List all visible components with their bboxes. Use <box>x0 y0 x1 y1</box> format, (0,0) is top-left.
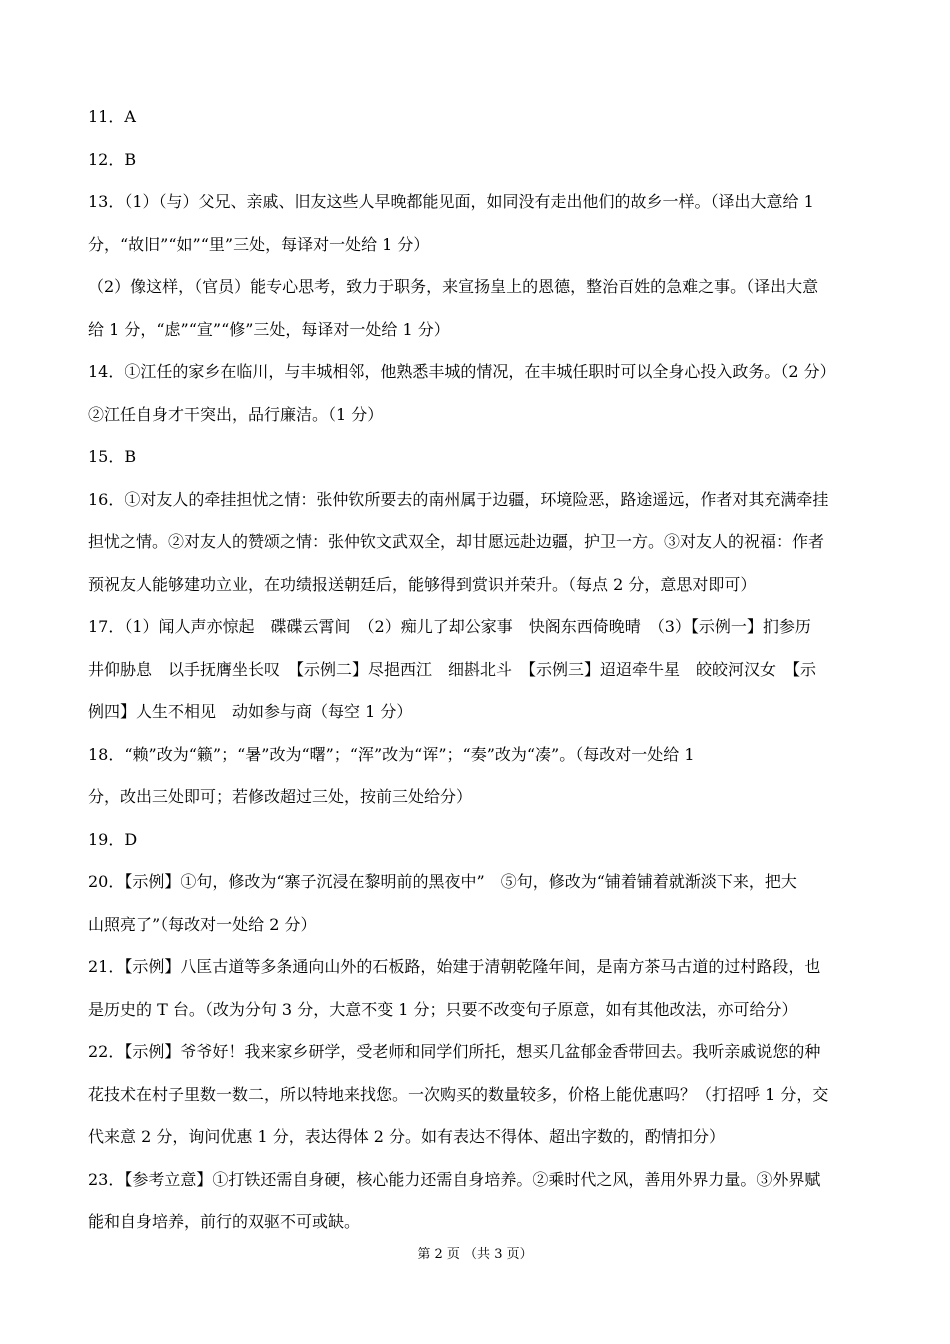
text-line: 20．【示例】①句，修改为“寨子沉浸在黎明前的黑夜中” ⑤句，修改为“铺着铺着就渐淡下来，把大 <box>88 872 797 891</box>
text-line: 山照亮了”（每改对一处给 2 分） <box>88 914 317 934</box>
page-number-footer: 第 2 页 （共 3 页） <box>417 1247 533 1262</box>
text-line: 是历史的 T 台。（改为分句 3 分，大意不变 1 分；只要不改变句子原意，如有其他改法，亦可给分） <box>88 999 798 1019</box>
text-line: 11．A <box>88 107 136 126</box>
text-line: 担忧之情。②对友人的赞颂之情：张仲钦文武双全，却甘愿远赴边疆，护卫一方。③对友人的祝福：作者 <box>88 532 825 551</box>
text-line: 21．【示例】八匡古道等多条通向山外的石板路，始建于清朝乾隆年间，是南方茶马古道的过村路段，也 <box>88 957 821 976</box>
text-line: 给 1 分，“虑”“宣”“修”三处，每译对一处给 1 分） <box>88 319 450 339</box>
text-line: ②江任自身才干突出，品行廉洁。（1 分） <box>88 404 384 424</box>
text-line: 分，改出三处即可；若修改超过三处，按前三处给分） <box>88 787 473 806</box>
text-line: 23．【参考立意】①打铁还需自身硬，核心能力还需自身培养。②乘时代之风，善用外界力量。③外界赋 <box>88 1169 821 1189</box>
text-line: 能和自身培养，前行的双驱不可或缺。 <box>88 1212 361 1231</box>
text-line: 12．B <box>88 149 137 169</box>
text-line: 18．“赖”改为“籁”；“暑”改为“曙”；“浑”改为“诨”；“奏”改为“凑”。（每改对一处给 1 <box>88 744 695 764</box>
text-line: 17．（1）闻人声亦惊起 碟碟云霄间 （2）痴儿了却公家事 快阁东西倚晚晴 （3）【示例一】扪参历 <box>88 617 811 636</box>
text-line: 分，“故旧”“如”“里”三处，每译对一处给 1 分） <box>88 234 430 254</box>
text-line: 预祝友人能够建功立业，在功绩报送朝廷后，能够得到赏识并荣升。（每点 2 分，意思对即可） <box>88 574 757 594</box>
text-line: 15．B <box>88 447 137 466</box>
text-line: 井仰胁息 以手抚膺坐长叹 【示例二】尽挹西江 细斟北斗 【示例三】迢迢牵牛星 皎皎河汉女 【示 <box>88 659 817 679</box>
text-line: 14．①江任的家乡在临川，与丰城相邻，他熟悉丰城的情况，在丰城任职时可以全身心投入政务。（2 分） <box>88 362 836 381</box>
text-line: 花技术在村子里数一数二，所以特地来找您。一次购买的数量较多，价格上能优惠吗？（打招呼 1 分，交 <box>88 1084 829 1104</box>
text-line: 代来意 2 分，询问优惠 1 分，表达得体 2 分。如有表达不得体、超出字数的，酌情扣分） <box>88 1127 726 1146</box>
text-line: 16．①对友人的牵挂担忧之情：张仲钦所要去的南州属于边疆，环境险恶，路途遥远，作者对其充满牵挂 <box>88 489 829 509</box>
text-line: 例四】人生不相见 动如参与商（每空 1 分） <box>88 702 413 721</box>
answer-key-body <box>88 96 864 1244</box>
text-line: 19．D <box>88 829 138 849</box>
text-line: （2）像这样，（官员）能专心思考，致力于职务，来宣扬皇上的恩德，整治百姓的急难之事。（译出大意 <box>88 277 819 296</box>
text-line: 13．（1）（与）父兄、亲戚、旧友这些人早晚都能见面，如同没有走出他们的故乡一样。（译出大意给 1 <box>88 192 814 211</box>
text-line: 22．【示例】爷爷好！我来家乡研学，受老师和同学们所托，想买几盆郁金香带回去。我听亲戚说您的种 <box>88 1042 821 1061</box>
